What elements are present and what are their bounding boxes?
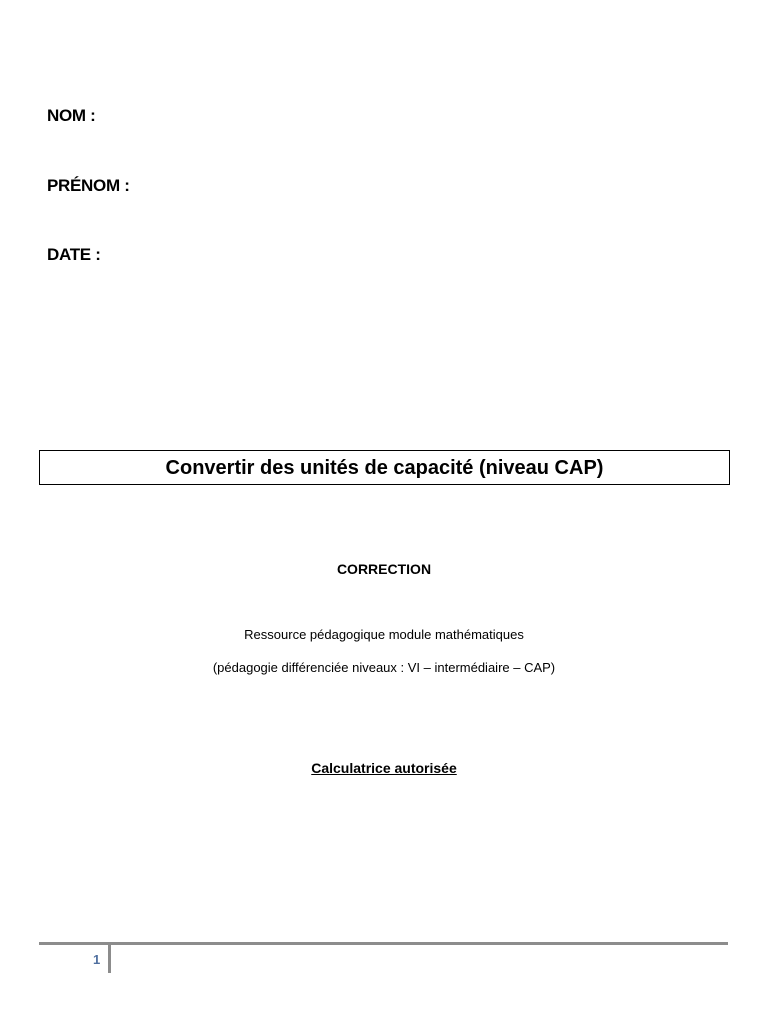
footer-rule bbox=[39, 942, 728, 945]
page-number: 1 bbox=[93, 952, 101, 967]
title-box bbox=[39, 450, 730, 485]
correction-heading: CORRECTION bbox=[336, 561, 432, 577]
document-title: Convertir des unités de capacité (niveau CAP) bbox=[165, 456, 604, 479]
prenom-label: PRÉNOM : bbox=[47, 176, 130, 195]
calculator-note: Calculatrice autorisée bbox=[311, 760, 457, 776]
nom-label: NOM : bbox=[47, 106, 96, 125]
date-label: DATE : bbox=[47, 245, 101, 264]
footer-divider bbox=[108, 945, 111, 973]
resource-text: Ressource pédagogique module mathématiques bbox=[244, 627, 524, 642]
pedagogy-text: (pédagogie différenciée niveaux : VI – intermédiaire – CAP) bbox=[212, 660, 556, 675]
